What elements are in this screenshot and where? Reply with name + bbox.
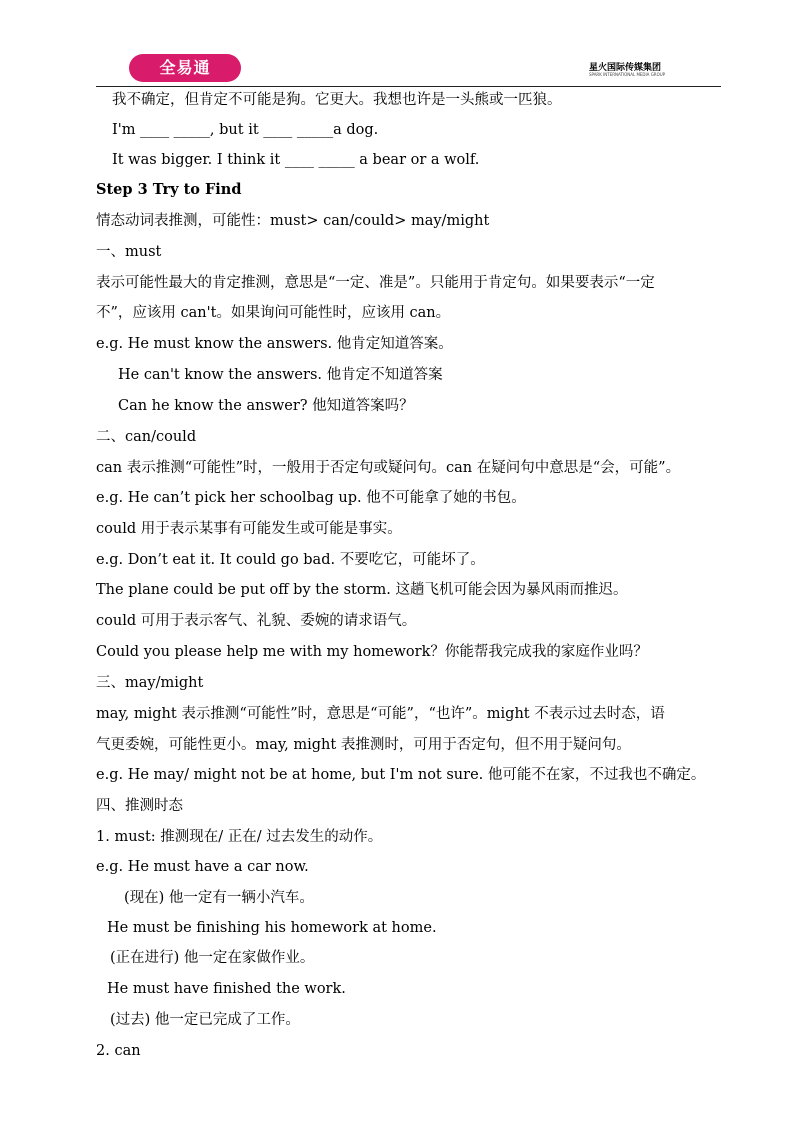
- example-line: e.g. He must know the answers. 他肯定知道答案。: [96, 336, 453, 352]
- publisher-name: 星火国际传媒集团: [589, 63, 662, 73]
- example-line: e.g. Don’t eat it. It could go bad. 不要吃它，可能坏了。: [96, 552, 485, 568]
- example-line: The plane could be put off by the storm. 这趟飞机可能会因为暴风雨而推迟。: [96, 582, 628, 598]
- text-line: 我不确定，但肯定不可能是狗。它更大。我想也许是一头熊或一匹狼。: [112, 92, 562, 108]
- logo: [129, 54, 241, 82]
- subsection-heading: 四、推测时态: [96, 798, 183, 814]
- fill-blank-sentence: It was bigger. I think it ____ _____ a bear or a wolf.: [112, 152, 480, 168]
- example-line: e.g. He must have a car now.: [96, 859, 309, 875]
- text-line: could 可用于表示客气、礼貌、委婉的请求语气。: [96, 613, 417, 629]
- text-line: may, might 表示推测“可能性”时，意思是“可能”，“也许”。might 不表示过去时态，语: [96, 706, 665, 722]
- text-line: 不”，应该用 can't。如果询问可能性时，应该用 can。: [96, 305, 451, 321]
- example-line: He must be finishing his homework at home.: [107, 920, 437, 936]
- example-line: (现在) 他一定有一辆小汽车。: [124, 890, 314, 906]
- example-line: Could you please help me with my homework？你能帮我完成我的家庭作业吗？: [96, 644, 648, 660]
- text-line: 1. must: 推测现在/ 正在/ 过去发生的动作。: [96, 829, 383, 845]
- example-line: (过去) 他一定已完成了工作。: [110, 1012, 300, 1028]
- example-line: (正在进行) 他一定在家做作业。: [110, 950, 315, 966]
- subsection-heading: 三、may/might: [96, 675, 204, 691]
- publisher-subtitle: SPARK INTERNATIONAL MEDIA GROUP: [589, 72, 666, 77]
- text-line: 气更委婉，可能性更小。may, might 表推测时，可用于否定句，但不用于疑问句。: [96, 737, 631, 753]
- text-line: 2. can: [96, 1043, 141, 1059]
- example-line: He can't know the answers. 他肯定不知道答案: [118, 367, 443, 383]
- text-line: can 表示推测“可能性”时，一般用于否定句或疑问句。can 在疑问句中意思是“会，可能”。: [96, 460, 681, 476]
- subsection-heading: 一、must: [96, 244, 162, 260]
- section-heading: Step 3 Try to Find: [96, 181, 242, 198]
- example-line: Can he know the answer? 他知道答案吗？: [118, 398, 414, 414]
- example-line: He must have finished the work.: [107, 981, 346, 997]
- example-line: e.g. He may/ might not be at home, but I'm not sure. 他可能不在家，不过我也不确定。: [96, 767, 706, 783]
- example-line: e.g. He can’t pick her schoolbag up. 他不可能拿了她的书包。: [96, 490, 526, 506]
- text-line: 情态动词表推测，可能性：must> can/could> may/might: [96, 213, 490, 229]
- logo-text: 全易通: [159, 58, 211, 77]
- header-divider: [96, 86, 721, 87]
- text-line: could 用于表示某事有可能发生或可能是事实。: [96, 521, 402, 537]
- fill-blank-sentence: I'm ____ _____, but it ____ _____a dog.: [112, 122, 379, 138]
- subsection-heading: 二、can/could: [96, 429, 197, 445]
- page-header: [0, 0, 800, 90]
- text-line: 表示可能性最大的肯定推测，意思是“一定、准是”。只能用于肯定句。如果要表示“一定: [96, 275, 655, 291]
